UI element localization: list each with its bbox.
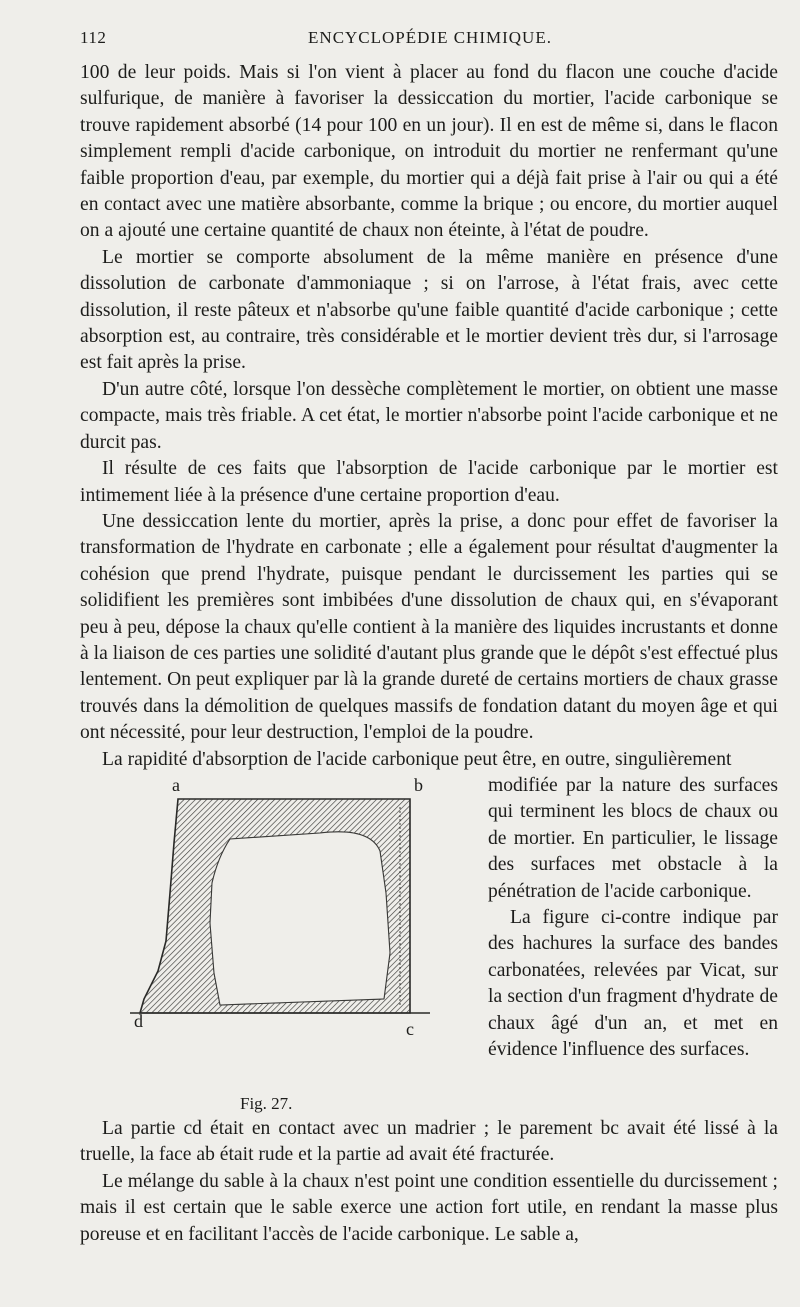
page-number: 112 — [80, 28, 107, 47]
label-d: d — [134, 1010, 143, 1031]
paragraph: modifiée par la nature des surfaces qui terminent les blocs de chaux ou de mortier. En particulier, le lissage des surfaces met obstacle à la pénétration de l'acide carbonique. — [488, 774, 778, 902]
paragraph: Le mortier se comporte absolument de la même manière en présence d'une dissolution de carbonate d'ammoniaque ; si on l'arrose, à l'état frais, avec cette dissolution, il reste pâteux et n'absorbe qu'une faible quantité d'acide carbonique ; cette absorption est, au contraire, très considérable et le mortier devient très dur, si l'arrosage est fait après la prise. — [80, 246, 778, 374]
label-c: c — [406, 1018, 414, 1039]
figure-caption: Fig. 27. — [240, 1093, 293, 1113]
paragraph: La figure ci-contre indique par des hachures la surface des bandes carbonatées, relevées par Vicat, sur la section d'un fragment d'hydrate de chaux âgé d'un an, et met en évidence l'influence des surfaces. — [488, 907, 778, 1061]
side-text — [488, 773, 778, 1063]
paragraph: D'un autre côté, lorsque l'on dessèche complètement le mortier, on obtient une masse compacte, mais très friable. A cet état, le mortier n'absorbe point l'acide carbonique et ne durcit pas. — [80, 378, 778, 453]
paragraph: Une dessiccation lente du mortier, après la prise, a donc pour effet de favoriser la transformation de l'hydrate en carbonate ; elle a également pour résultat d'augmenter la cohésion que prend l'hydrate, puisque pendant le durcissement les parties qui se solidifient les premières sont imbibées d'une dissolution de chaux qui, en s'évaporant peu à peu, dépose la chaux qu'elle contient à la manière des liquides incrustants et donne à la liaison de ces parties une solidité d'autant plus grande que le dépôt s'est effectué plus lentement. On peut expliquer par là la grande dureté de certains mortiers de chaux grasse trouvés dans la démolition de quelques massifs de fondation datant du moyen âge et qui ont nécessité, pour leur destruction, l'emploi de la poudre. — [80, 510, 778, 744]
paragraph: La rapidité d'absorption de l'acide carbonique peut être, en outre, singulièrement — [102, 748, 732, 770]
running-title: ENCYCLOPÉDIE CHIMIQUE. — [308, 28, 552, 47]
label-b: b — [414, 774, 423, 795]
section-diagram — [80, 773, 478, 1093]
figure-and-side-text — [80, 773, 778, 1116]
paragraph: Il résulte de ces faits que l'absorption de l'acide carbonique par le mortier est intimement liée à la présence d'une certaine proportion d'eau. — [80, 458, 778, 506]
paragraph: La partie cd était en contact avec un madrier ; le parement bc avait été lissé à la truelle, la face ab était rude et la partie ad avait été fracturée. — [80, 1117, 778, 1166]
body-text — [80, 60, 778, 1248]
label-a: a — [172, 774, 180, 795]
paragraph: 100 de leur poids. Mais si l'on vient à placer au fond du flacon une couche d'acide sulfurique, de manière à favoriser la dessiccation du mortier, l'acide carbonique se trouve rapidement absorbé (14 pour 100 en un jour). Il en est de même si, dans le flacon simplement rempli d'acide carbonique, on introduit du mortier ne renfermant qu'une faible proportion d'eau, par exemple, du mortier qui a déjà fait prise à l'air ou qui a été en contact avec une matière absorbante, comme la brique ; ou encore, du mortier auquel on a ajouté une certaine quantité de chaux non éteinte, à l'état de poudre. — [80, 62, 778, 242]
core-outline — [210, 832, 390, 1005]
figure-27 — [80, 773, 478, 1116]
running-header — [80, 28, 780, 52]
paragraph: Le mélange du sable à la chaux n'est point une condition essentielle du durcissement ; mais il est certain que le sable exerce une action fort utile, en rendant la masse plus poreuse et en facilitant l'accès de l'acide carbonique. Le sable a, — [80, 1170, 778, 1245]
